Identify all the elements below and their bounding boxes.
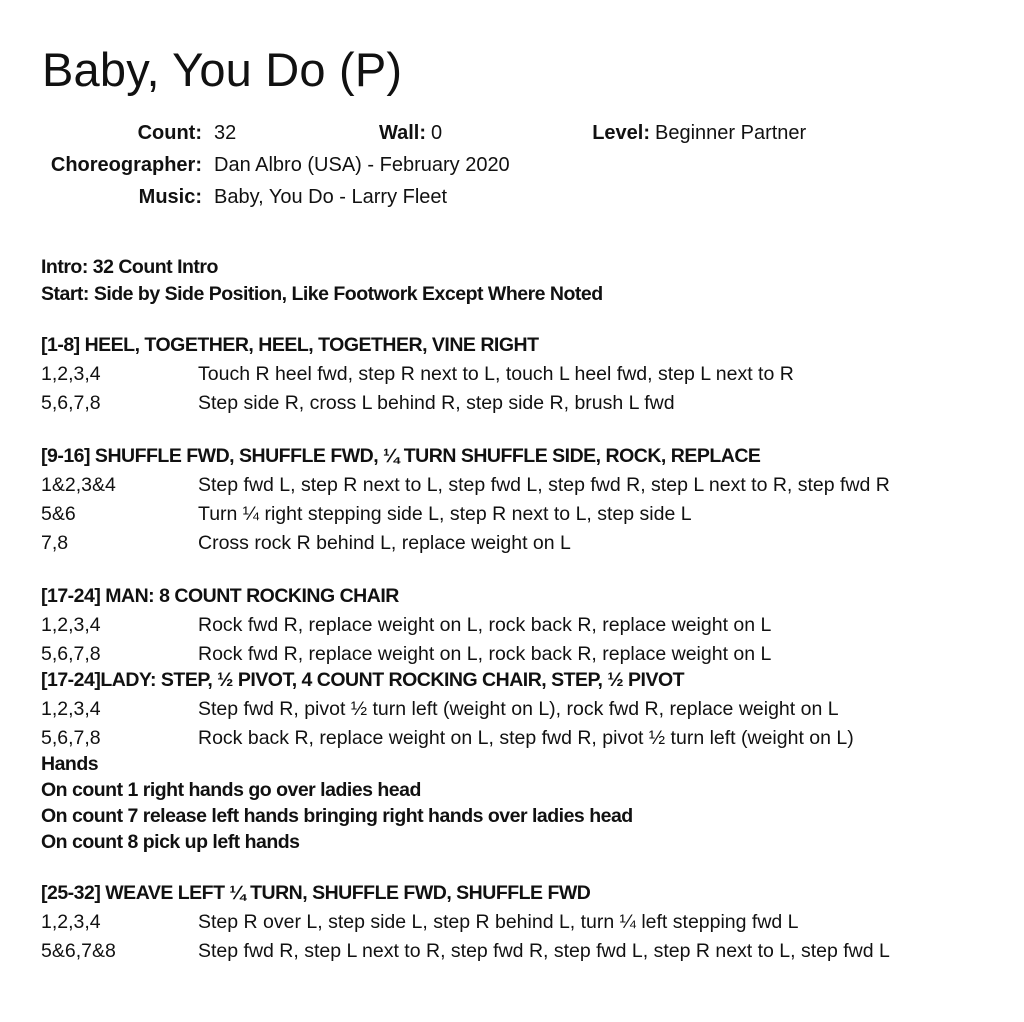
dance-title: Baby, You Do (P) [42, 43, 403, 96]
section-heading: [9-16] SHUFFLE FWD, SHUFFLE FWD, ¼ TURN SHUFFLE SIDE, ROCK, REPLACE [41, 445, 761, 467]
intro-line: Intro: 32 Count Intro [41, 256, 218, 278]
step-count: 7,8 [41, 532, 69, 554]
step-description: Step fwd L, step R next to L, step fwd L, step fwd R, step L next to R, step fwd R [198, 474, 890, 496]
level-value: Beginner Partner [655, 122, 807, 144]
count-label: Count: [137, 122, 202, 144]
hands-note: On count 8 pick up left hands [41, 831, 300, 853]
step-count: 5,6,7,8 [41, 643, 101, 665]
step-count: 1&2,3&4 [41, 474, 116, 496]
step-count: 5,6,7,8 [41, 392, 101, 414]
choreographer-value: Dan Albro (USA) - February 2020 [214, 154, 510, 176]
step-description: Cross rock R behind L, replace weight on L [198, 532, 571, 554]
hands-note: On count 1 right hands go over ladies head [41, 779, 421, 801]
count-value: 32 [214, 122, 237, 144]
step-count: 1,2,3,4 [41, 363, 101, 385]
section-heading: [25-32] WEAVE LEFT ¼ TURN, SHUFFLE FWD, SHUFFLE FWD [41, 882, 591, 904]
hands-heading: Hands [41, 753, 99, 775]
step-description: Rock fwd R, replace weight on L, rock back R, replace weight on L [198, 643, 772, 665]
step-description: Rock back R, replace weight on L, step fwd R, pivot ½ turn left (weight on L) [198, 727, 854, 749]
step-description: Step R over L, step side L, step R behind L, turn ¼ left stepping fwd L [198, 911, 799, 933]
section-heading: [1-8] HEEL, TOGETHER, HEEL, TOGETHER, VINE RIGHT [41, 334, 539, 356]
step-count: 1,2,3,4 [41, 698, 101, 720]
choreographer-label: Choreographer: [50, 154, 202, 176]
start-line: Start: Side by Side Position, Like Footwork Except Where Noted [41, 283, 603, 305]
step-count: 5&6 [41, 503, 76, 525]
wall-label: Wall: [378, 122, 426, 144]
step-count: 1,2,3,4 [41, 614, 101, 636]
step-count: 5&6,7&8 [41, 940, 116, 962]
section-heading: [17-24]LADY: STEP, ½ PIVOT, 4 COUNT ROCKING CHAIR, STEP, ½ PIVOT [41, 669, 685, 691]
step-count: 1,2,3,4 [41, 911, 101, 933]
hands-note: On count 7 release left hands bringing right hands over ladies head [41, 805, 633, 827]
step-count: 5,6,7,8 [41, 727, 101, 749]
step-description: Turn ¼ right stepping side L, step R next to L, step side L [198, 503, 692, 525]
music-label: Music: [138, 186, 202, 208]
wall-value: 0 [431, 122, 443, 144]
step-description: Step fwd R, pivot ½ turn left (weight on L), rock fwd R, replace weight on L [198, 698, 839, 720]
music-value: Baby, You Do - Larry Fleet [214, 186, 448, 208]
step-description: Step side R, cross L behind R, step side R, brush L fwd [198, 392, 675, 414]
step-description: Rock fwd R, replace weight on L, rock back R, replace weight on L [198, 614, 772, 636]
step-description: Touch R heel fwd, step R next to L, touch L heel fwd, step L next to R [198, 363, 794, 385]
level-label: Level: [592, 122, 650, 144]
section-heading: [17-24] MAN: 8 COUNT ROCKING CHAIR [41, 585, 399, 607]
step-description: Step fwd R, step L next to R, step fwd R, step fwd L, step R next to L, step fwd L [198, 940, 890, 962]
